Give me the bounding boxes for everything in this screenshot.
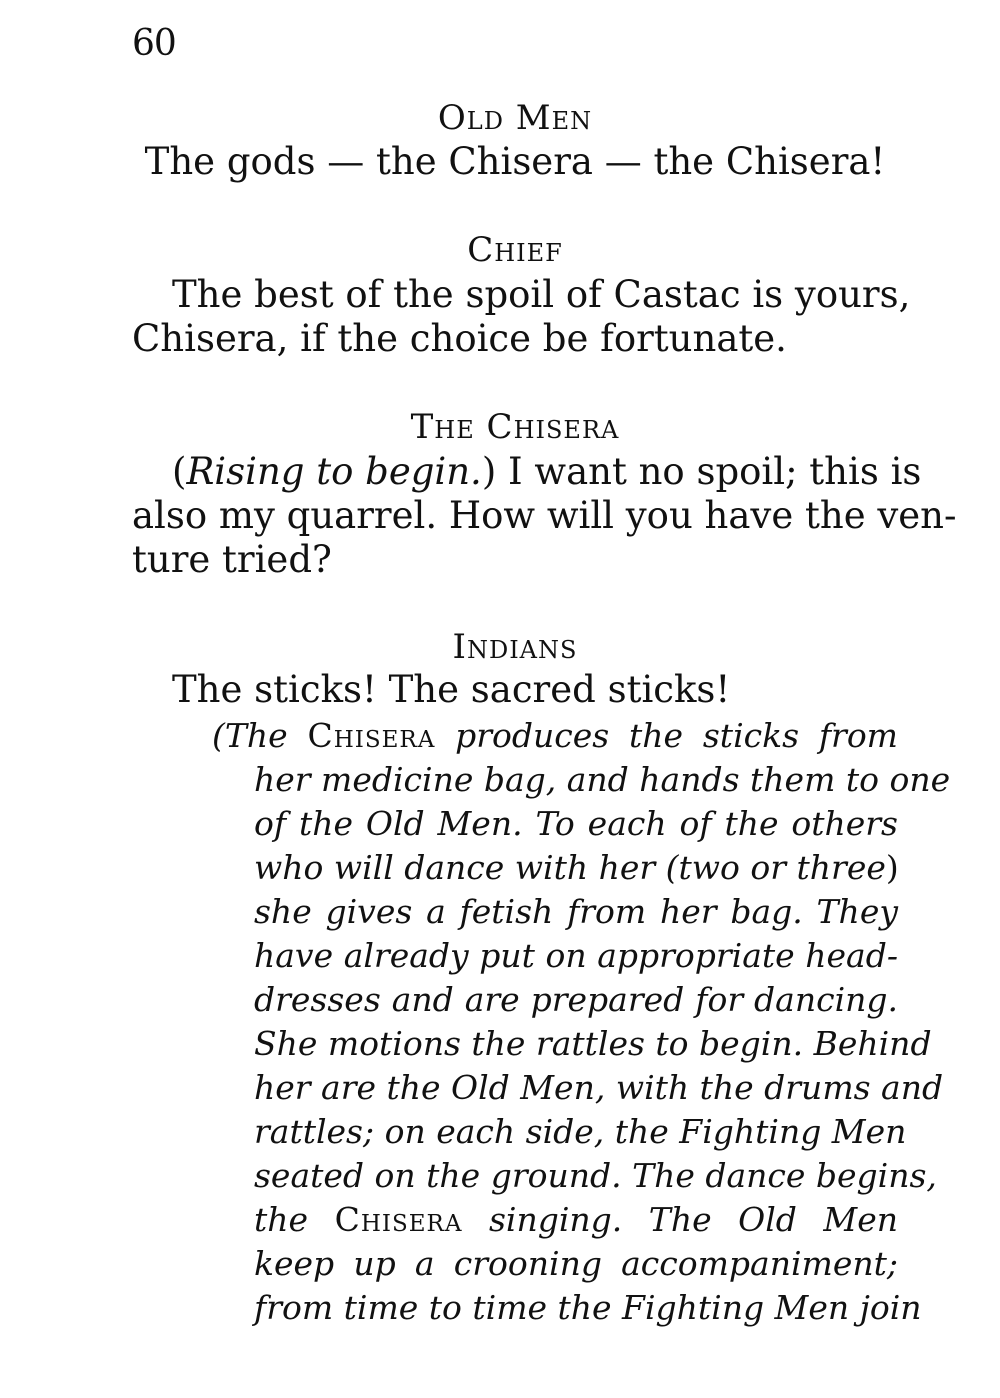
- stage-direction-line-14: from time to time the Fighting Men join: [254, 1288, 922, 1327]
- stage-direction-line-13: keep up a crooning accompaniment;: [254, 1244, 898, 1283]
- speaker-old-men: Old Men: [437, 98, 593, 138]
- open-paren: (: [172, 450, 187, 493]
- stage-direction-line-1: [212, 714, 898, 758]
- stage-direction-line-4: [254, 846, 898, 890]
- stage-direction-line-5: she gives a fetish from her bag. They: [254, 892, 898, 931]
- dialogue-chief-line-2: Chisera, if the choice be fortunate.: [132, 317, 787, 360]
- stage-direction-line-7: dresses and are prepared for dancing.: [254, 980, 898, 1019]
- speaker-indians: Indians: [452, 627, 578, 667]
- speaker-chief: Chief: [467, 230, 563, 270]
- dialogue-chisera-line-2: also my quarrel. How will you have the ven-: [132, 494, 957, 537]
- stage-text: singing. The Old Men: [462, 1200, 898, 1239]
- character-name: Chisera: [334, 1200, 463, 1239]
- stage-aside: Rising to begin.: [186, 450, 482, 493]
- character-name: Chisera: [307, 716, 436, 755]
- dialogue-indians-line-1: The sticks! The sacred sticks!: [172, 668, 731, 711]
- stage-direction-line-9: her are the Old Men, with the drums and: [254, 1068, 944, 1107]
- stage-direction-line-10: rattles; on each side, the Fighting Men: [254, 1112, 907, 1151]
- stage-text: produces the sticks from: [435, 716, 898, 755]
- page-number: 60: [132, 23, 176, 64]
- stage-text: who will dance with her (: [254, 848, 679, 887]
- stage-direction-line-12: [254, 1198, 898, 1242]
- dialogue-chisera-line-1: [172, 450, 922, 494]
- stage-direction-line-6: have already put on appropriate head-: [254, 936, 898, 975]
- dialogue-chief-line-1: The best of the spoil of Castac is yours,: [172, 273, 911, 316]
- close-paren: ): [885, 848, 899, 887]
- stage-direction-line-2: her medicine bag, and hands them to one: [254, 760, 951, 799]
- dialogue-chisera-line-1-rest: ) I want no spoil; this is: [481, 450, 922, 493]
- stage-direction-line-11: seated on the ground. The dance begins,: [254, 1156, 937, 1195]
- stage-text: (The: [212, 716, 308, 755]
- stage-direction-line-8: She motions the rattles to begin. Behind: [254, 1024, 932, 1063]
- stage-text: the: [254, 1200, 335, 1239]
- dialogue-chisera-line-3: ture tried?: [132, 538, 332, 581]
- speaker-the-chisera: The Chisera: [410, 407, 620, 447]
- dialogue-old-men-line-1: The gods — the Chisera — the Chisera!: [144, 140, 886, 183]
- stage-direction-line-3: of the Old Men. To each of the others: [254, 804, 898, 843]
- stage-text: two or three: [678, 848, 886, 887]
